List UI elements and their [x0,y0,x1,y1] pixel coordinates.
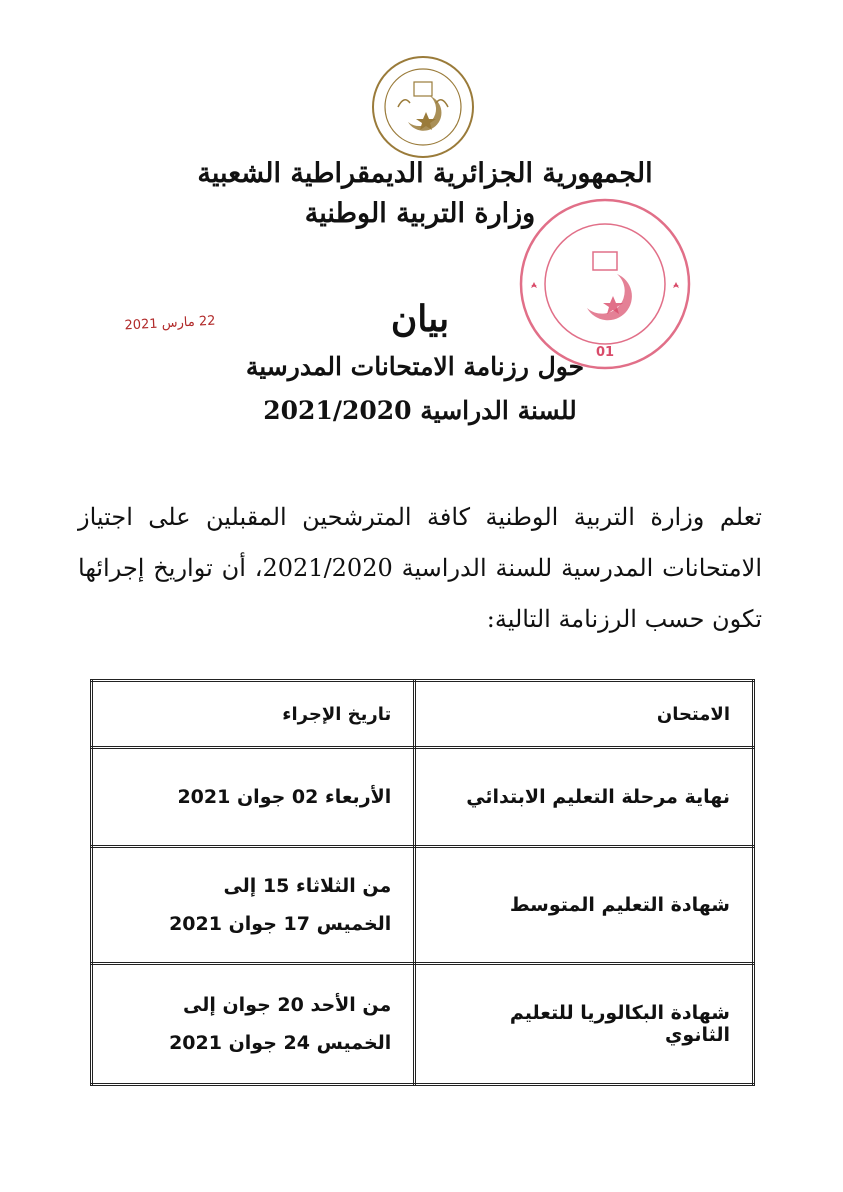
seal-number: 01 [595,345,615,360]
algeria-emblem-icon [368,52,478,162]
header-exam-label: الامتحان [656,703,730,725]
date-line-1: الأربعاء 02 جوان 2021 [177,786,392,808]
ministry-seal-icon [517,196,693,372]
header-date [92,681,415,748]
table-row [92,964,754,1085]
date-stamp: 22 مارس 2021 [124,313,216,334]
exam-name: نهاية مرحلة التعليم الابتدائي [466,786,730,808]
header-date-label: تاريخ الإجراء [282,703,392,725]
page-title: بيان [390,298,450,340]
table-header-row [92,681,754,748]
exam-name: شهادة التعليم المتوسط [509,894,730,916]
date-line-1: من الأحد 20 جوان إلى [182,994,392,1016]
date-cell [92,964,415,1085]
subtitle-line-1: حول رزنامة الامتحانات المدرسية [245,352,585,381]
exam-schedule-table [90,679,755,1086]
announcement-paragraph: تعلم وزارة التربية الوطنية كافة المترشحين المقبلين على اجتياز الامتحانات المدرسية للسنة الدراسية 2021/2020، أن تواريخ إجرائها تكون حسب الرزنامة التالية: [78,503,762,633]
exam-cell [415,964,754,1085]
table-row [92,748,754,847]
republic-heading: الجمهورية الجزائرية الديمقراطية الشعبية [197,158,653,189]
exam-cell [415,847,754,964]
date-cell [92,847,415,964]
date-line-1: من الثلاثاء 15 إلى [223,875,392,897]
date-line-2: الخميس 24 جوان 2021 [169,1032,392,1054]
header-exam [415,681,754,748]
exam-cell [415,748,754,847]
ministry-heading: وزارة التربية الوطنية [304,198,536,229]
subtitle-line-2: للسنة الدراسية 2021/2020 [263,396,577,425]
exam-name: شهادة البكالوريا للتعليم الثانوي [509,1002,730,1046]
date-line-2: الخميس 17 جوان 2021 [169,913,392,935]
date-cell [92,748,415,847]
table-row [92,847,754,964]
